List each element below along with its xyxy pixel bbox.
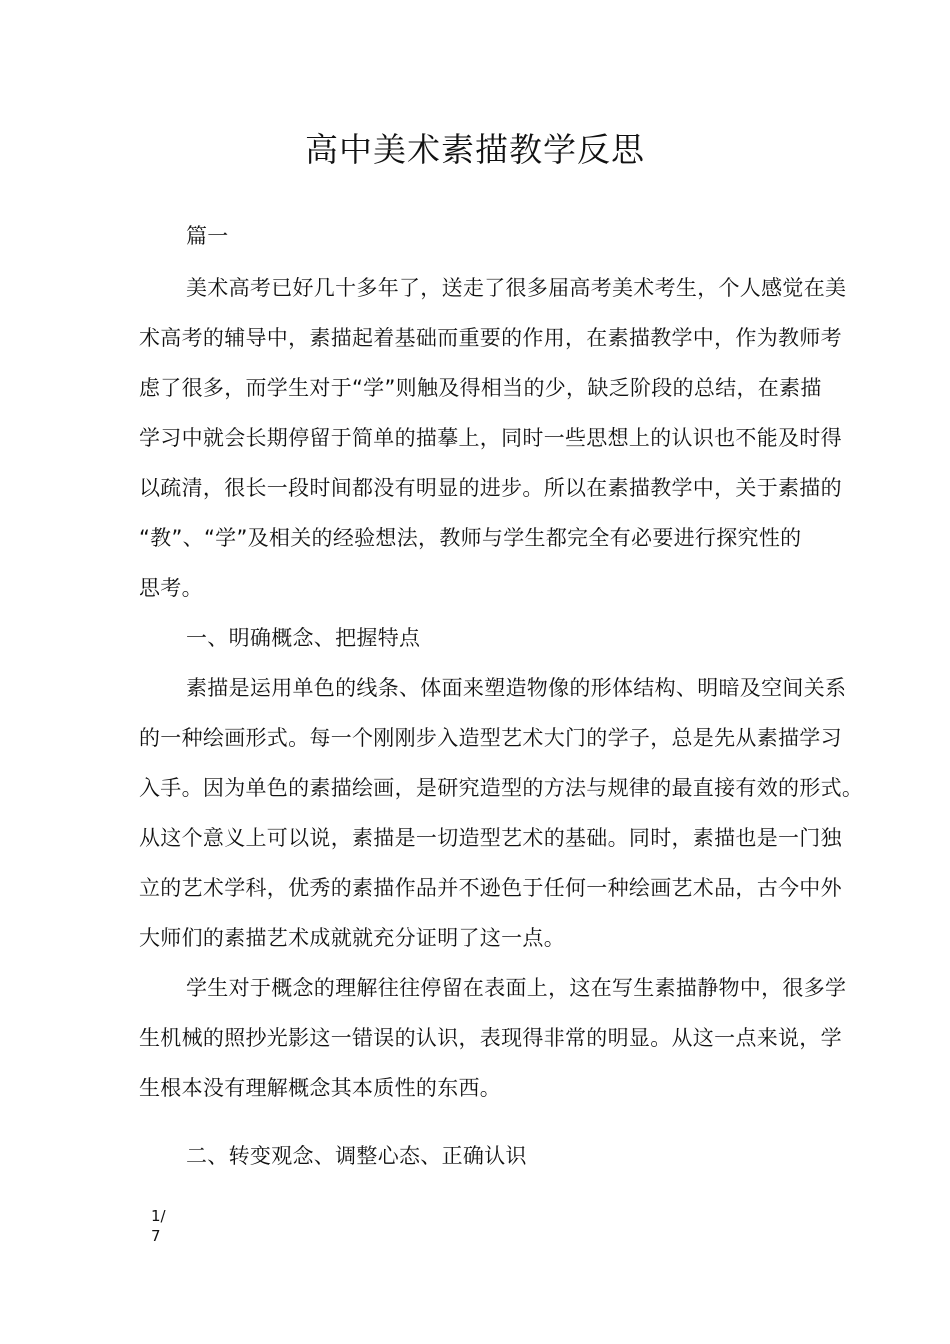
paragraph-line: 学习中就会长期停留于简单的描摹上，同时一些思想上的认识也不能及时得	[139, 426, 842, 450]
paragraph-line: 生根本没有理解概念其本质性的东西。	[139, 1076, 502, 1100]
page-number-current: 1/	[151, 1207, 166, 1225]
page-number-total: 7	[151, 1227, 161, 1245]
section-label: 篇一	[186, 224, 229, 248]
paragraph-line: 以疏清，很长一段时间都没有明显的进步。所以在素描教学中，关于素描的	[139, 476, 842, 500]
paragraph-line: 素描是运用单色的线条、体面来塑造物像的形体结构、明暗及空间关系	[186, 676, 847, 700]
paragraph-line: 虑了很多，而学生对于“学”则触及得相当的少，缺乏阶段的总结，在素描	[139, 376, 822, 400]
paragraph-line: 思考。	[139, 576, 203, 600]
section-heading: 二、转变观念、调整心态、正确认识	[186, 1144, 527, 1168]
paragraph-line: 的一种绘画形式。每一个刚刚步入造型艺术大门的学子，总是先从素描学习	[139, 726, 842, 750]
paragraph-line: 美术高考已好几十多年了，送走了很多届高考美术考生，个人感觉在美	[186, 276, 847, 300]
paragraph-line: 入手。因为单色的素描绘画，是研究造型的方法与规律的最直接有效的形式。	[139, 776, 864, 800]
section-heading: 一、明确概念、把握特点	[186, 626, 421, 650]
document-title: 高中美术素描教学反思	[305, 130, 645, 169]
page-number	[151, 1206, 166, 1246]
paragraph-line: 大师们的素描艺术成就就充分证明了这一点。	[139, 926, 565, 950]
paragraph-line: 学生对于概念的理解往往停留在表面上，这在写生素描静物中，很多学	[186, 976, 847, 1000]
paragraph-line: 术高考的辅导中，素描起着基础而重要的作用，在素描教学中，作为教师考	[139, 326, 842, 350]
paragraph-line: 生机械的照抄光影这一错误的认识，表现得非常的明显。从这一点来说，学	[139, 1026, 842, 1050]
paragraph-line: 立的艺术学科，优秀的素描作品并不逊色于任何一种绘画艺术品，古今中外	[139, 876, 842, 900]
paragraph-line: “教”、“学”及相关的经验想法，教师与学生都完全有必要进行探究性的	[139, 526, 802, 550]
paragraph-line: 从这个意义上可以说，素描是一切造型艺术的基础。同时，素描也是一门独	[139, 826, 842, 850]
